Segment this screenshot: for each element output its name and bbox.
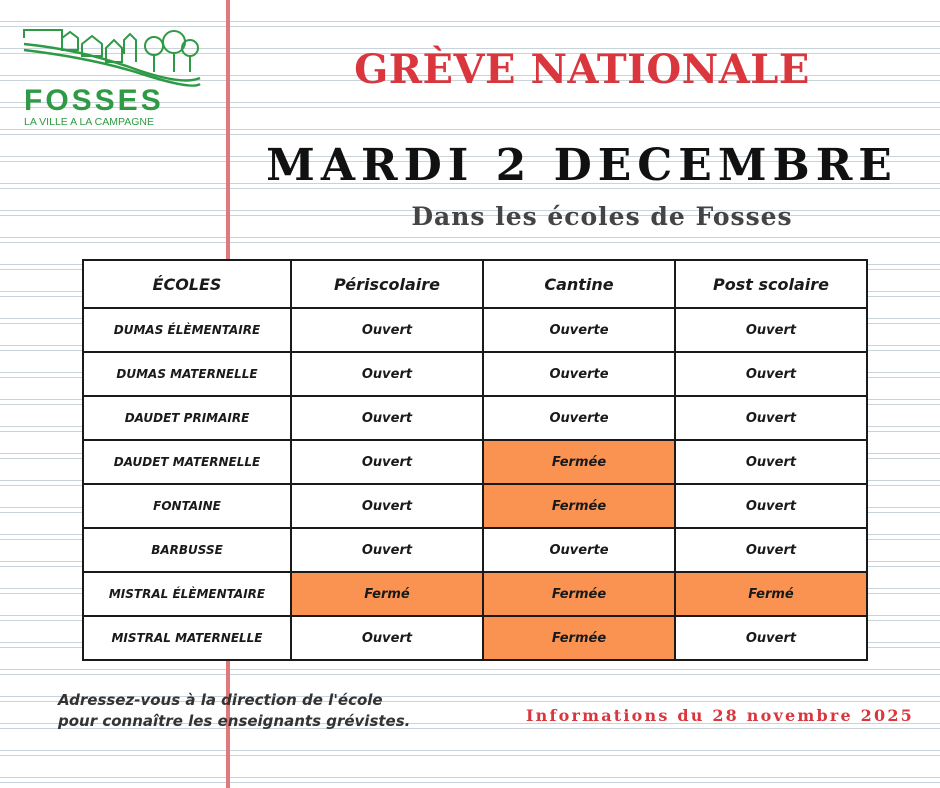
periscolaire-status: Ouvert: [291, 528, 483, 572]
school-name: BARBUSSE: [83, 528, 291, 572]
town-skyline-icon: [22, 28, 202, 88]
table-row: [83, 484, 867, 528]
column-header-periscolaire: Périscolaire: [291, 260, 483, 308]
note-line-1: Adressez-vous à la direction de l'école: [58, 691, 383, 709]
school-name: DAUDET MATERNELLE: [83, 440, 291, 484]
table-row: [83, 352, 867, 396]
cantine-status: Fermée: [483, 616, 675, 660]
school-name: DUMAS ÉLÈMENTAIRE: [83, 308, 291, 352]
note-line-2: pour connaître les enseignants grévistes.: [58, 712, 411, 730]
column-header-post-scolaire: Post scolaire: [675, 260, 867, 308]
cantine-status: Ouverte: [483, 308, 675, 352]
post-scolaire-status: Ouvert: [675, 528, 867, 572]
post-scolaire-status: Ouvert: [675, 616, 867, 660]
post-scolaire-status: Fermé: [675, 572, 867, 616]
post-scolaire-status: Ouvert: [675, 308, 867, 352]
table-row: [83, 440, 867, 484]
post-scolaire-status: Ouvert: [675, 440, 867, 484]
periscolaire-status: Ouvert: [291, 352, 483, 396]
school-name: FONTAINE: [83, 484, 291, 528]
periscolaire-status: Ouvert: [291, 308, 483, 352]
table-row: [83, 616, 867, 660]
table-row: [83, 396, 867, 440]
table-header-row: [83, 260, 867, 308]
periscolaire-status: Ouvert: [291, 616, 483, 660]
table-row: [83, 308, 867, 352]
periscolaire-status: Ouvert: [291, 396, 483, 440]
schools-table: [82, 259, 868, 661]
periscolaire-status: Ouvert: [291, 440, 483, 484]
fosses-logo: [22, 28, 202, 128]
cantine-status: Ouverte: [483, 352, 675, 396]
column-header-ecoles: ÉCOLES: [83, 260, 291, 308]
logo-tagline: LA VILLE A LA CAMPAGNE: [24, 116, 154, 128]
cantine-status: Ouverte: [483, 396, 675, 440]
school-name: MISTRAL ÉLÈMENTAIRE: [83, 572, 291, 616]
page-title: GRÈVE NATIONALE: [354, 46, 810, 93]
school-name: MISTRAL MATERNELLE: [83, 616, 291, 660]
post-scolaire-status: Ouvert: [675, 484, 867, 528]
cantine-status: Ouverte: [483, 528, 675, 572]
table-row: [83, 572, 867, 616]
periscolaire-status: Fermé: [291, 572, 483, 616]
cantine-status: Fermée: [483, 572, 675, 616]
post-scolaire-status: Ouvert: [675, 352, 867, 396]
cantine-status: Fermée: [483, 440, 675, 484]
info-date: Informations du 28 novembre 2025: [526, 706, 914, 725]
teacher-strike-note: [58, 690, 418, 732]
column-header-cantine: Cantine: [483, 260, 675, 308]
school-name: DUMAS MATERNELLE: [83, 352, 291, 396]
post-scolaire-status: Ouvert: [675, 396, 867, 440]
periscolaire-status: Ouvert: [291, 484, 483, 528]
page-subtitle: Dans les écoles de Fosses: [411, 202, 793, 231]
logo-name: FOSSES: [24, 84, 164, 117]
cantine-status: Fermée: [483, 484, 675, 528]
school-name: DAUDET PRIMAIRE: [83, 396, 291, 440]
table-row: [83, 528, 867, 572]
strike-date: MARDI 2 DECEMBRE: [266, 140, 898, 191]
